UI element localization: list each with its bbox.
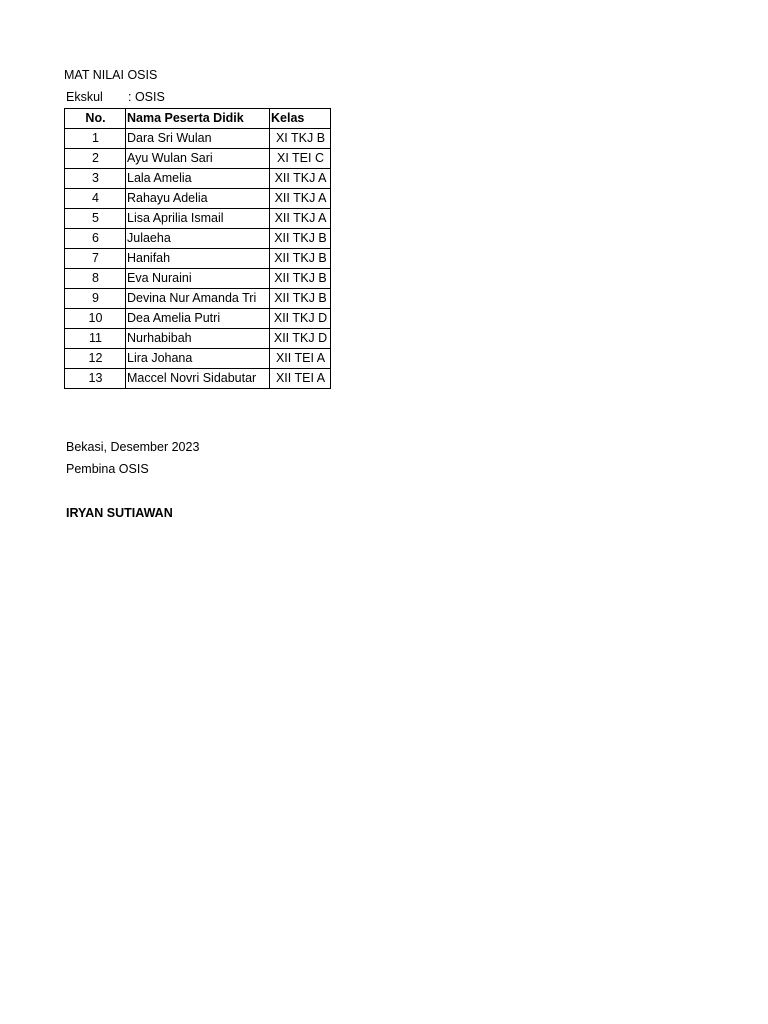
ekskul-label: Ekskul [66, 90, 103, 104]
cell-kelas: XI TKJ B [270, 129, 331, 149]
cell-name: Lisa Aprilia Ismail [126, 209, 270, 229]
cell-name: Dara Sri Wulan [126, 129, 270, 149]
cell-kelas: XII TKJ A [270, 169, 331, 189]
header-name: Nama Peserta Didik [126, 109, 270, 129]
cell-no: 12 [65, 349, 126, 369]
table-row [65, 329, 331, 349]
table-header-row [65, 109, 331, 129]
cell-name: Nurhabibah [126, 329, 270, 349]
cell-name: Hanifah [126, 249, 270, 269]
table-row [65, 369, 331, 389]
cell-no: 10 [65, 309, 126, 329]
table-row [65, 309, 331, 329]
cell-no: 8 [65, 269, 126, 289]
cell-kelas: XII TKJ A [270, 209, 331, 229]
cell-no: 5 [65, 209, 126, 229]
table-row [65, 169, 331, 189]
cell-kelas: XII TKJ B [270, 269, 331, 289]
cell-no: 4 [65, 189, 126, 209]
cell-no: 11 [65, 329, 126, 349]
cell-name: Lala Amelia [126, 169, 270, 189]
cell-name: Dea Amelia Putri [126, 309, 270, 329]
cell-name: Julaeha [126, 229, 270, 249]
table-row [65, 149, 331, 169]
cell-no: 6 [65, 229, 126, 249]
cell-name: Maccel Novri Sidabutar [126, 369, 270, 389]
cell-kelas: XII TEI A [270, 369, 331, 389]
cell-name: Rahayu Adelia [126, 189, 270, 209]
cell-name: Devina Nur Amanda Tri [126, 289, 270, 309]
table-row [65, 289, 331, 309]
cell-name: Lira Johana [126, 349, 270, 369]
signatory-name: IRYAN SUTIAWAN [66, 506, 173, 520]
document-title: MAT NILAI OSIS [64, 68, 158, 82]
cell-no: 9 [65, 289, 126, 309]
cell-kelas: XII TKJ B [270, 249, 331, 269]
table-row [65, 189, 331, 209]
cell-kelas: XII TKJ B [270, 229, 331, 249]
table-row [65, 129, 331, 149]
student-table [64, 108, 331, 389]
cell-kelas: XII TKJ D [270, 329, 331, 349]
cell-kelas: XI TEI C [270, 149, 331, 169]
cell-name: Eva Nuraini [126, 269, 270, 289]
cell-no: 3 [65, 169, 126, 189]
cell-no: 1 [65, 129, 126, 149]
header-no: No. [65, 109, 126, 129]
cell-kelas: XII TEI A [270, 349, 331, 369]
cell-no: 7 [65, 249, 126, 269]
cell-kelas: XII TKJ D [270, 309, 331, 329]
cell-kelas: XII TKJ A [270, 189, 331, 209]
ekskul-value: : OSIS [128, 90, 165, 104]
header-kelas: Kelas [270, 109, 331, 129]
ekskul-row [66, 89, 165, 105]
table-row [65, 349, 331, 369]
cell-no: 13 [65, 369, 126, 389]
signatory-role: Pembina OSIS [66, 462, 149, 476]
cell-no: 2 [65, 149, 126, 169]
table-row [65, 209, 331, 229]
table-row [65, 229, 331, 249]
cell-name: Ayu Wulan Sari [126, 149, 270, 169]
table-row [65, 269, 331, 289]
place-date: Bekasi, Desember 2023 [66, 440, 200, 454]
table-row [65, 249, 331, 269]
cell-kelas: XII TKJ B [270, 289, 331, 309]
